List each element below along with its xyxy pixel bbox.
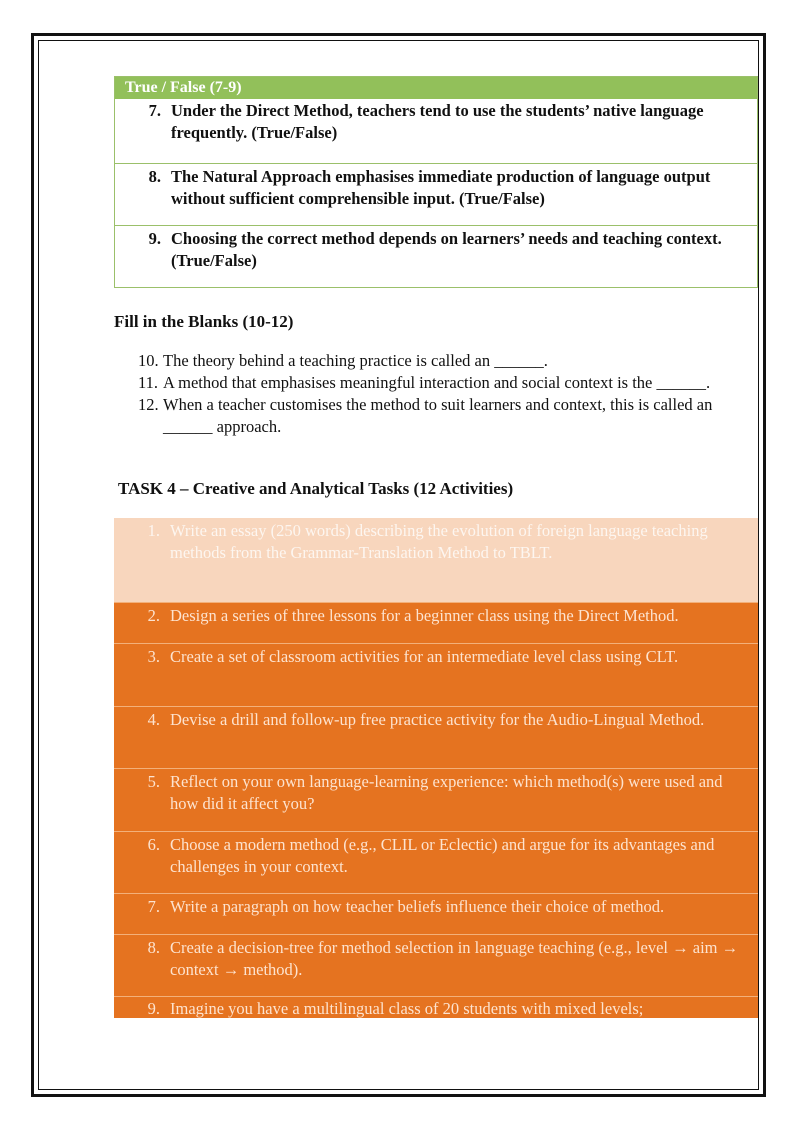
true-false-header: True / False (7-9) [115,77,757,99]
task-text: Create a decision-tree for method selection in language teaching (e.g., level → aim → context → method). [170,938,739,979]
task-number: 7. [147,897,160,916]
list-item [138,372,738,394]
item-text: The theory behind a teaching practice is called an ______. [163,351,548,370]
fill-blanks-heading: Fill in the Blanks (10-12) [114,312,294,331]
task-text: Write an essay (250 words) describing the evolution of foreign language teaching methods from the Grammar-Translation Method to TBLT. [170,521,708,562]
task-text: Write a paragraph on how teacher beliefs influence their choice of method. [170,897,665,916]
item-text: A method that emphasises meaningful interaction and social context is the ______. [163,373,711,392]
list-item [138,394,738,438]
task-row [114,831,758,893]
question-row [115,99,757,163]
question-text: Choosing the correct method depends on learners’ needs and teaching context. (True/False) [171,229,722,270]
task-row [114,643,758,706]
task-row [114,934,758,996]
task-number: 5. [147,772,160,791]
task-number: 6. [147,835,160,854]
task-row [114,996,758,1018]
item-number: 10. [138,351,159,370]
task-number: 9. [147,999,160,1018]
task-number: 4. [147,710,160,729]
fill-blanks-list [138,350,738,438]
task-row [114,893,758,934]
task-number: 2. [147,606,160,625]
task-text: Imagine you have a multilingual class of 20 students with mixed levels; [170,999,644,1018]
list-item [138,350,738,372]
task-row [114,706,758,768]
question-number: 8. [148,167,161,186]
question-number: 9. [148,229,161,248]
task-number: 3. [147,647,160,666]
task-text: Choose a modern method (e.g., CLIL or Eclectic) and argue for its advantages and challenges in your context. [170,835,715,876]
true-false-table [114,76,758,288]
item-text: When a teacher customises the method to suit learners and context, this is called an ______ approach. [163,395,713,436]
question-text: The Natural Approach emphasises immediate production of language output without sufficient comprehensible input. (True/False) [171,167,711,208]
task-number: 1. [147,521,160,540]
task4-heading: TASK 4 – Creative and Analytical Tasks (12 Activities) [118,479,514,498]
task-row [114,768,758,831]
item-number: 11. [138,373,159,392]
task-text: Create a set of classroom activities for an intermediate level class using CLT. [170,647,679,666]
task-row [114,518,758,602]
task-number: 8. [147,938,160,957]
question-number: 7. [148,101,161,120]
task4-table [114,518,758,1018]
question-text: Under the Direct Method, teachers tend to use the students’ native language frequently. (True/False) [171,101,704,142]
question-row [115,163,757,225]
item-number: 12. [138,395,159,414]
question-row [115,225,757,287]
task-text: Devise a drill and follow-up free practice activity for the Audio-Lingual Method. [170,710,705,729]
task-text: Reflect on your own language-learning experience: which method(s) were used and how did it affect you? [170,772,723,813]
task-row [114,602,758,643]
task-text: Design a series of three lessons for a beginner class using the Direct Method. [170,606,679,625]
